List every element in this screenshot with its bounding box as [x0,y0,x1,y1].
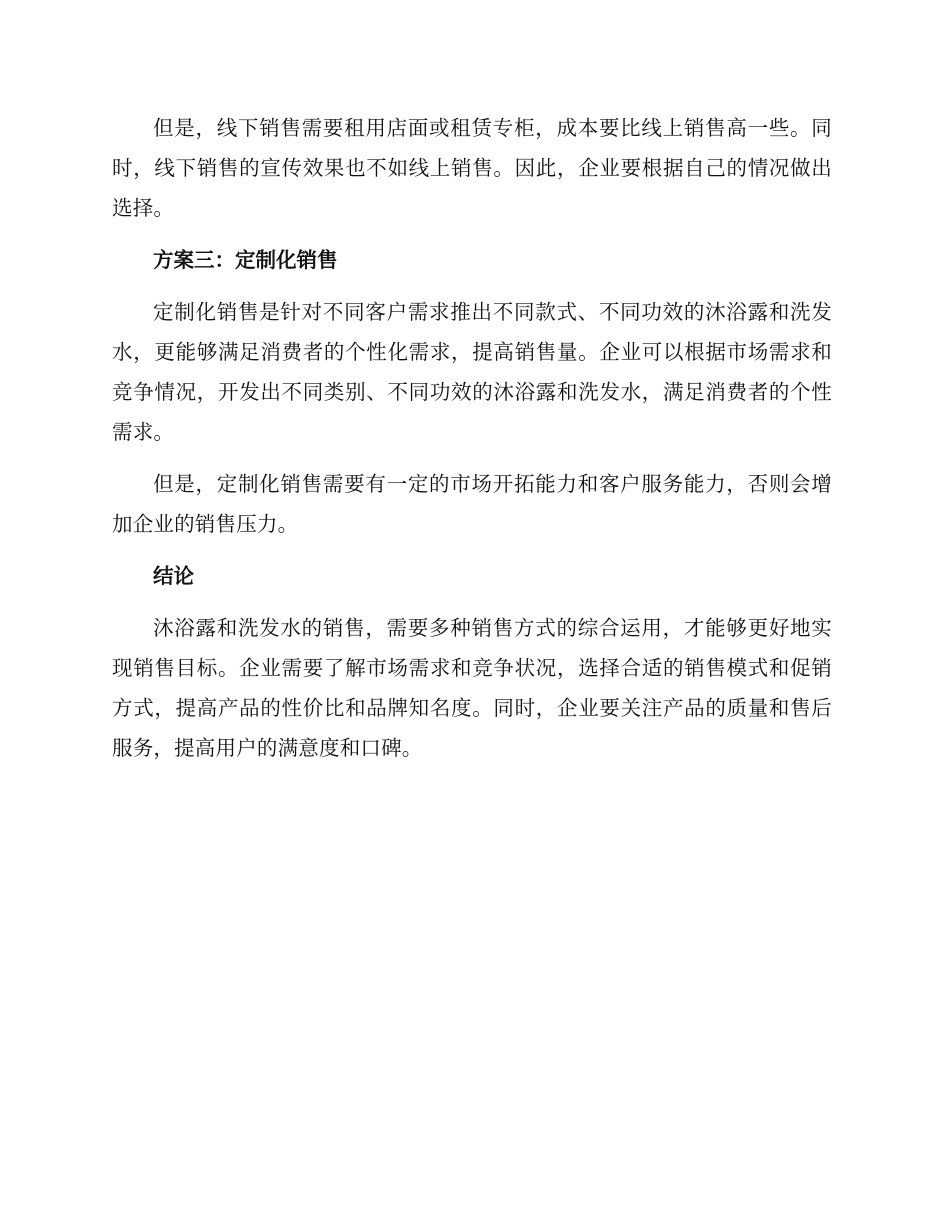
paragraph-customized-risk: 但是，定制化销售需要有一定的市场开拓能力和客户服务能力，否则会增加企业的销售压力。 [112,472,832,536]
paragraph-conclusion: 沐浴露和洗发水的销售，需要多种销售方式的综合运用，才能够更好地实现销售目标。企业需要了解市场需求和竞争状况，选择合适的销售模式和促销方式，提高产品的性价比和品牌知名度。同时，企业要关注产品的质量和售后服务，提高用户的满意度和口碑。 [112,616,832,760]
document-page [112,108,832,780]
heading-plan-three: 方案三：定制化销售 [153,248,338,272]
heading-conclusion: 结论 [153,564,194,588]
paragraph-customized-sales: 定制化销售是针对不同客户需求推出不同款式、不同功效的沐浴露和洗发水，更能够满足消费者的个性化需求，提高销售量。企业可以根据市场需求和竞争情况，开发出不同类别、不同功效的沐浴露和洗发水，满足消费者的个性需求。 [112,300,832,444]
paragraph-offline-cost: 但是，线下销售需要租用店面或租赁专柜，成本要比线上销售高一些。同时，线下销售的宣传效果也不如线上销售。因此，企业要根据自己的情况做出选择。 [112,116,832,220]
